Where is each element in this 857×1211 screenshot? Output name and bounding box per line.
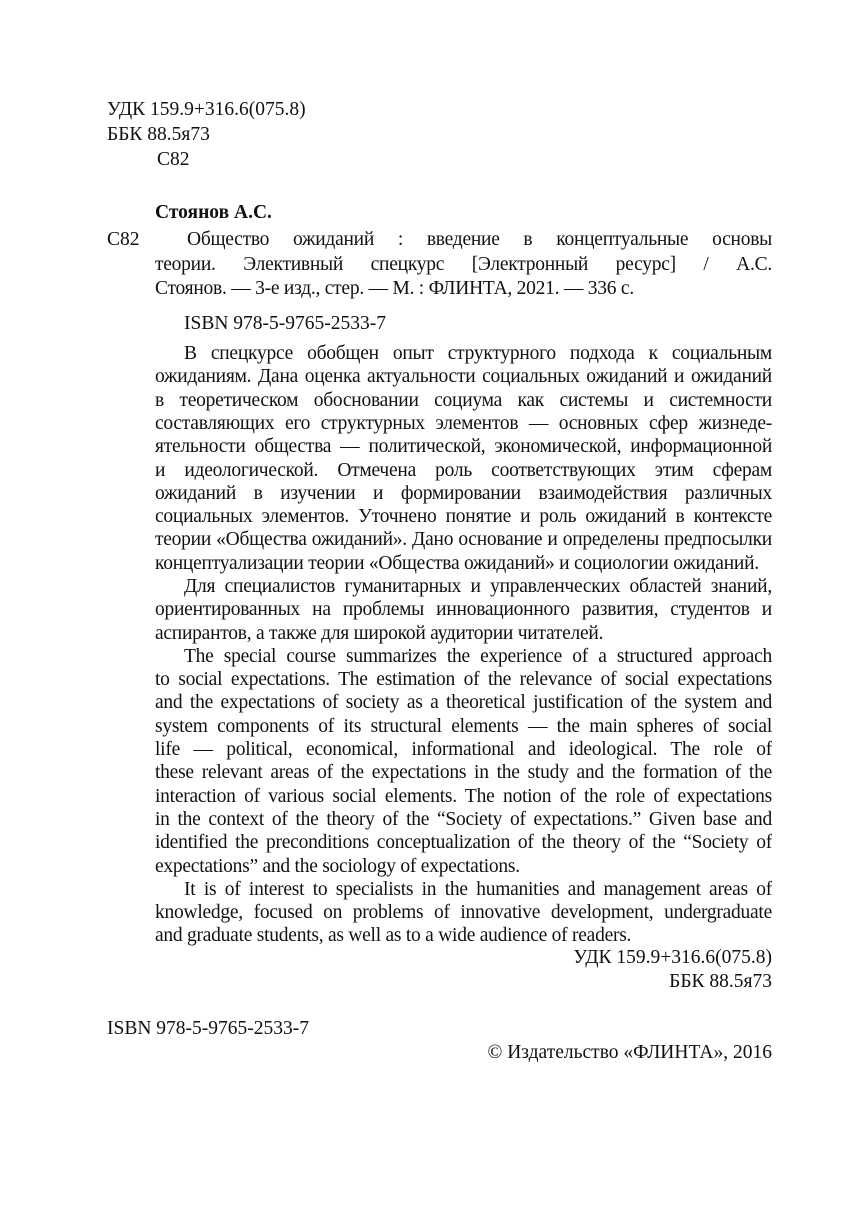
abstract-line: life — political, economical, informational and ideological. The role of bbox=[155, 739, 772, 760]
abstract-line: It is of interest to specialists in the humanities and management areas of bbox=[184, 879, 772, 900]
footer-udk: УДК 159.9+316.6(075.8) bbox=[573, 947, 772, 968]
entry-code: С82 bbox=[107, 229, 140, 250]
abstract-line: Для специалистов гуманитарных и управленческих областей знаний, bbox=[184, 576, 772, 597]
bbk-code: ББК 88.5я73 bbox=[107, 124, 210, 145]
copyright: © Издательство «ФЛИНТА», 2016 bbox=[487, 1042, 772, 1063]
udk-code: УДК 159.9+316.6(075.8) bbox=[107, 99, 306, 120]
abstract-line: ятельности общества — политической, экономической, информационной bbox=[155, 436, 772, 457]
abstract-line: ожиданий в изучении и формировании взаимодействия различных bbox=[155, 483, 772, 504]
abstract-line: составляющих его структурных элементов — основных сфер жизнеде- bbox=[155, 413, 772, 434]
abstract-line: В спецкурсе обобщен опыт структурного подхода к социальным bbox=[184, 343, 772, 364]
abstract-line: expectations” and the sociology of expectations. bbox=[155, 856, 520, 877]
abstract-line: and graduate students, as well as to a wide audience of readers. bbox=[155, 925, 632, 946]
abstract-line: социальных элементов. Уточнено понятие и роль ожиданий в контексте bbox=[155, 506, 772, 527]
abstract-line: в теоретическом обосновании социума как системы и системности bbox=[155, 390, 772, 411]
abstract-line: ориентированных на проблемы инновационного развития, студентов и bbox=[155, 599, 772, 620]
abstract-line: и идеологической. Отмечена роль соответствующих этим сферам bbox=[155, 460, 772, 481]
abstract-line: концептуализации теории «Общества ожиданий» и социологии ожиданий. bbox=[155, 553, 759, 574]
author-sign: С82 bbox=[157, 149, 190, 170]
title-line: Общество ожиданий : введение в концептуальные основы bbox=[187, 229, 772, 250]
abstract-line: and the expectations of society as a theoretical justification of the system and bbox=[155, 692, 772, 713]
abstract-line: identified the preconditions conceptualization of the theory of the “Society of bbox=[155, 832, 772, 853]
footer-bbk: ББК 88.5я73 bbox=[669, 971, 772, 992]
abstract-line: knowledge, focused on problems of innovative development, undergraduate bbox=[155, 902, 772, 923]
author-name: Стоянов А.С. bbox=[155, 202, 272, 223]
abstract-line: system components of its structural elements — the main spheres of social bbox=[155, 716, 772, 737]
abstract-line: аспирантов, а также для широкой аудитории читателей. bbox=[155, 623, 604, 644]
entry-isbn: ISBN 978-5-9765-2533-7 bbox=[184, 313, 387, 334]
abstract-line: to social expectations. The estimation of the relevance of social expectations bbox=[155, 669, 772, 690]
abstract-line: in the context of the theory of the “Society of expectations.” Given base and bbox=[155, 809, 772, 830]
abstract-line: теории «Общества ожиданий». Дано основание и определены предпосылки bbox=[155, 529, 772, 550]
title-line: Стоянов. — 3-е изд., стер. — М. : ФЛИНТА, 2021. — 336 с. bbox=[155, 278, 634, 299]
title-line: теории. Элективный спецкурс [Электронный ресурс] / А.С. bbox=[155, 254, 772, 275]
abstract-line: ожиданиям. Дана оценка актуальности социальных ожиданий и ожиданий bbox=[155, 366, 772, 387]
abstract-line: The special course summarizes the experience of a structured approach bbox=[184, 646, 772, 667]
abstract-line: interaction of various social elements. The notion of the role of expectations bbox=[155, 786, 772, 807]
footer-isbn: ISBN 978-5-9765-2533-7 bbox=[107, 1018, 310, 1039]
abstract-line: these relevant areas of the expectations in the study and the formation of the bbox=[155, 762, 772, 783]
